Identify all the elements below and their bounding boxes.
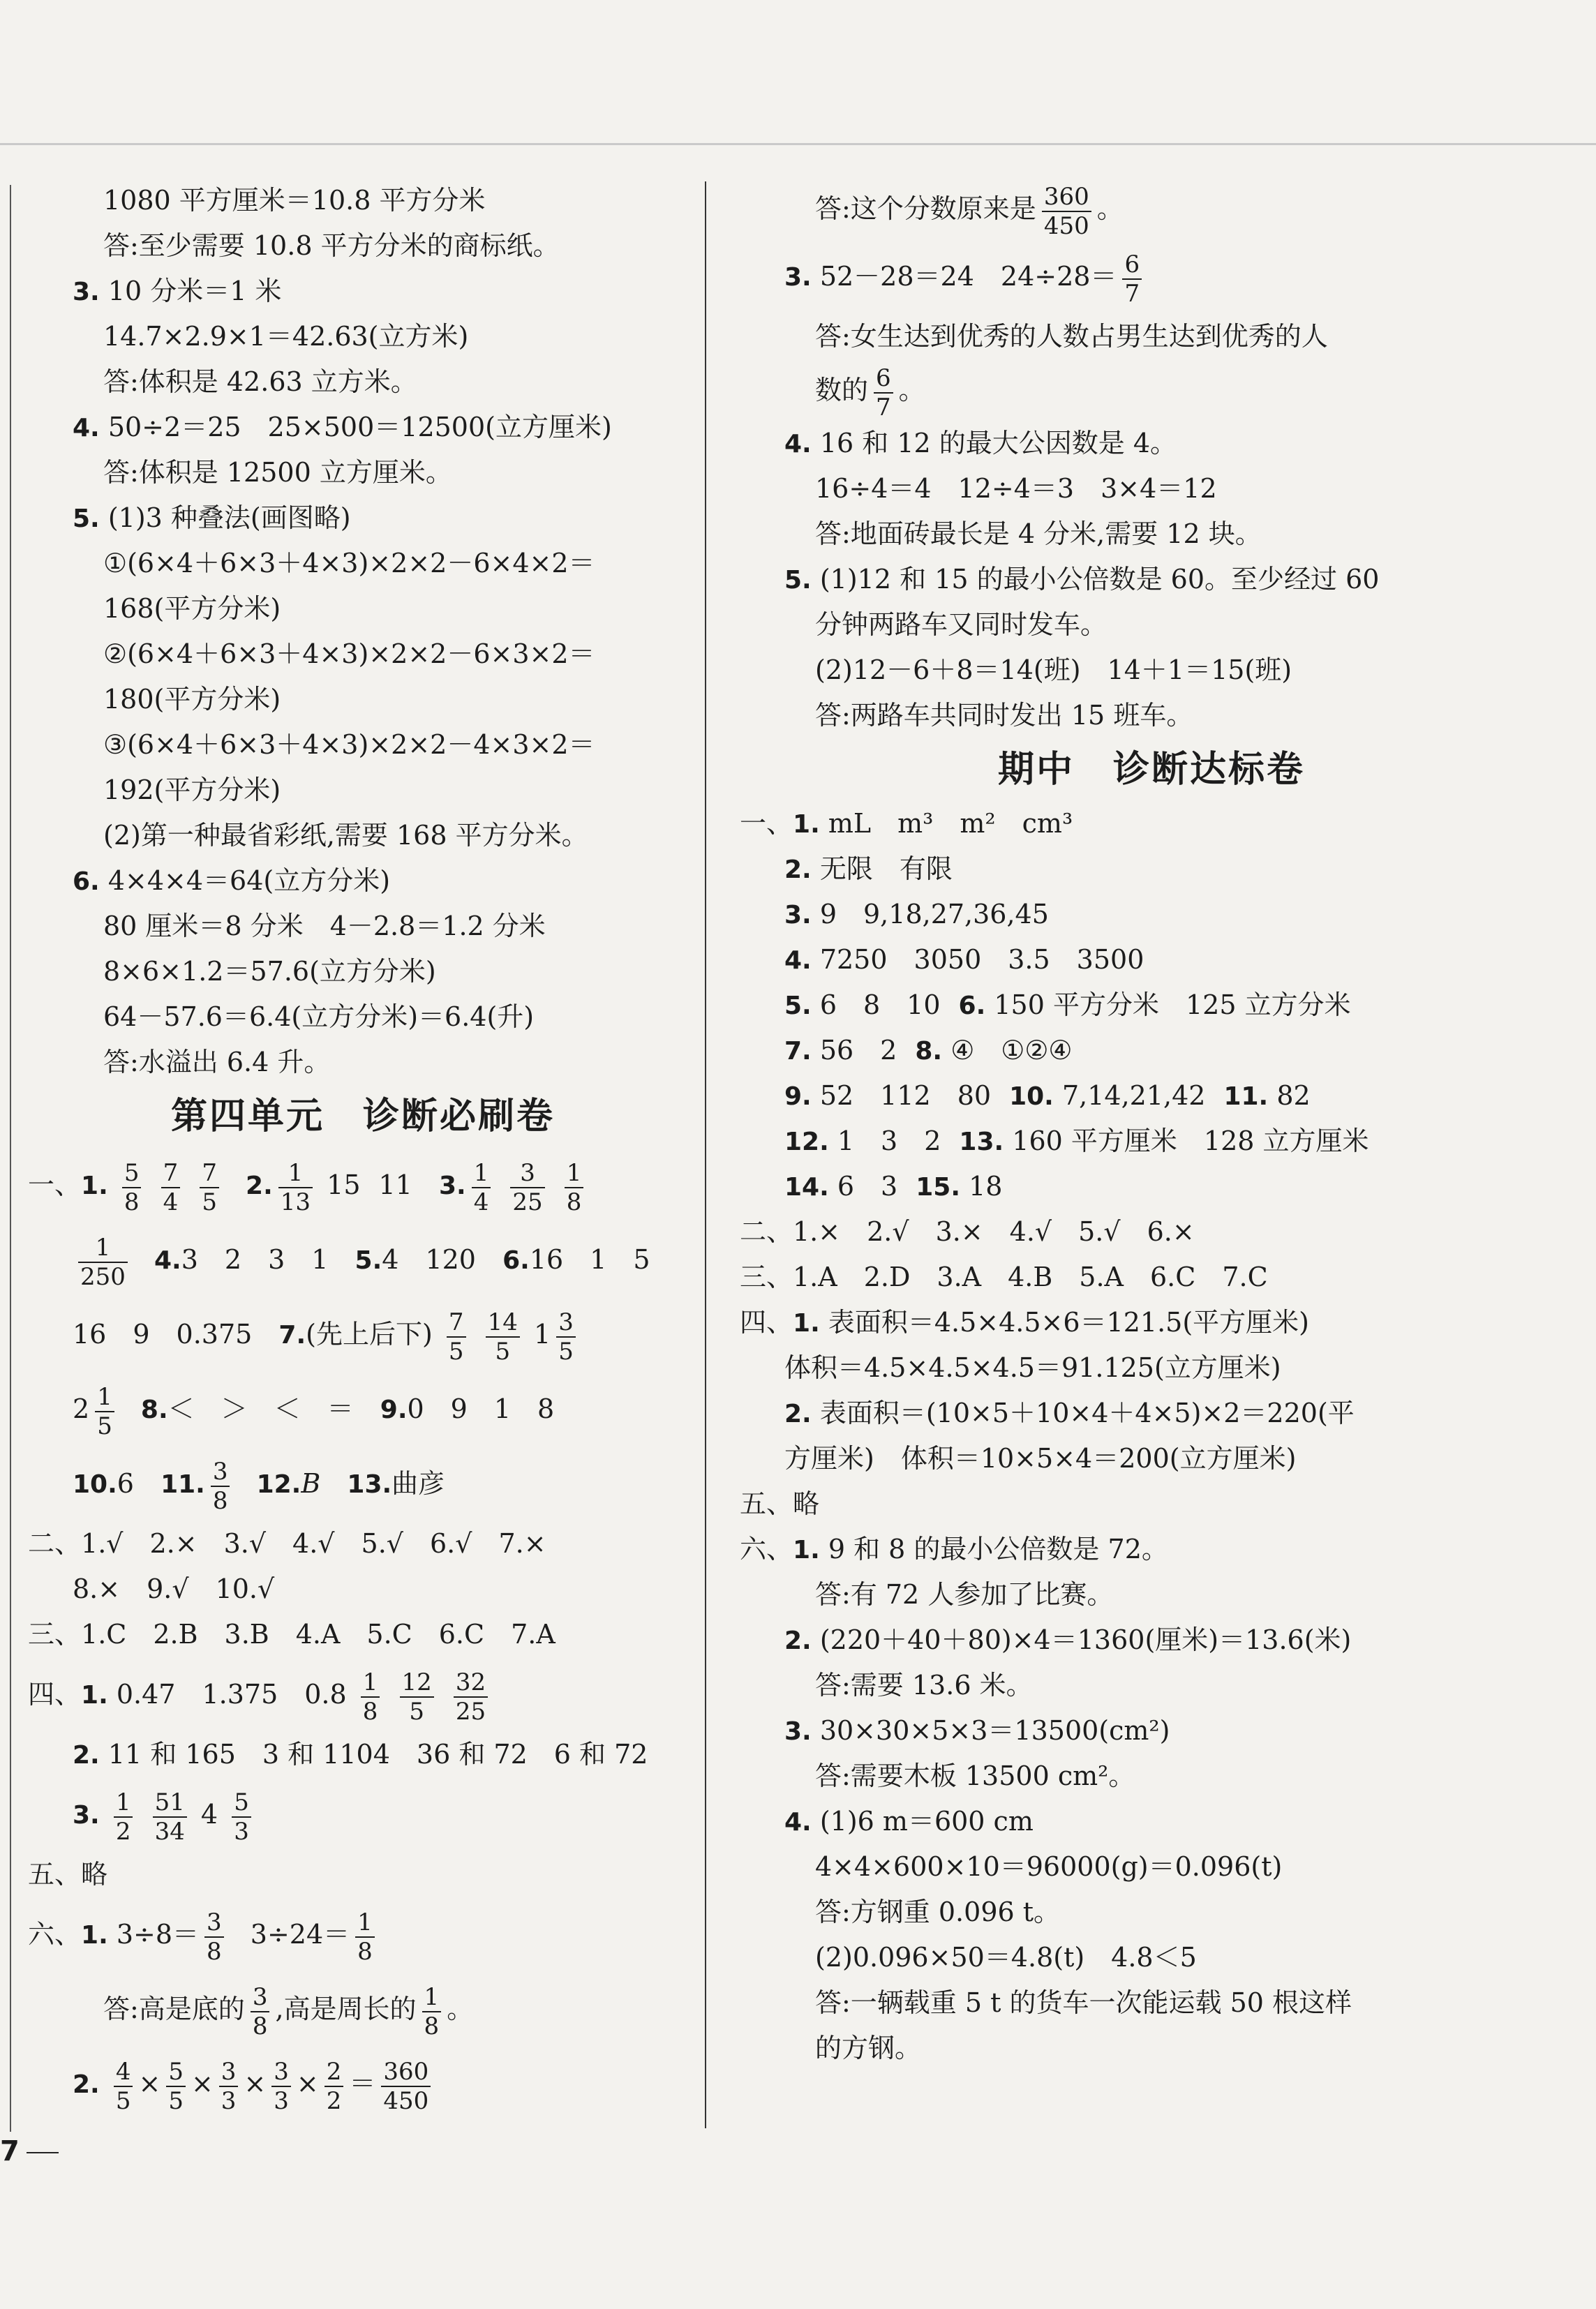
answer-line: (2)0.096×50＝4.8(t) 4.8＜5 — [815, 1942, 1197, 1973]
answer-line — [740, 1391, 1563, 1436]
answer-line: 五、略 — [740, 1488, 820, 1519]
answer-line: 答:体积是 42.63 立方米。 — [103, 366, 417, 397]
answer-line: 答:需要木板 13500 cm²。 — [815, 1761, 1135, 1791]
item-number: 3. — [784, 901, 812, 929]
fraction: $\frac{3}{8}$ — [204, 1911, 224, 1964]
fraction: $\frac{3}{3}$ — [219, 2060, 239, 2113]
answer-line — [740, 178, 1563, 239]
answer-line: 80 厘米＝8 分米 4－2.8＝1.2 分米 — [103, 911, 546, 941]
part-label: 一、 — [740, 808, 793, 839]
item-number: 14. — [784, 1173, 829, 1202]
answer-line: 14.7×2.9×1＝42.63(立方米) — [103, 321, 469, 352]
fraction: $\frac{7}{5}$ — [200, 1161, 219, 1214]
item-number: 6. — [958, 992, 986, 1020]
item-number: 4. — [784, 1808, 812, 1837]
fraction: $\frac{32}{25}$ — [454, 1671, 488, 1724]
item-number: 10. — [73, 1470, 117, 1499]
answer-line: ①(6×4＋6×3＋4×3)×2×2－6×4×2＝ — [103, 548, 595, 578]
answer-text: (220＋40＋80)×4＝1360(厘米)＝13.6(米) — [819, 1624, 1352, 1655]
answer-text: 82 — [1276, 1080, 1311, 1111]
answer-line: 答:女生达到优秀的人数占男生达到优秀的人 — [815, 321, 1328, 352]
answer-line — [740, 1164, 1563, 1209]
answer-text: 6 — [117, 1468, 134, 1499]
answer-line: (2)第一种最省彩纸,需要 168 平方分米。 — [103, 820, 588, 851]
fraction: $\frac{3}{8}$ — [251, 1985, 270, 2038]
answer-line — [28, 1972, 698, 2047]
answer-text: 曲彦 — [391, 1468, 445, 1499]
answer-line — [28, 1777, 698, 1852]
answer-line: 2. $\frac{4}{5}$ × $\frac{5}{5}$ × $\frac{3}{3}$ × $\frac{3}{3}$ × $\frac{2}{2}$ ＝ $\frac{360}{450}$ — [28, 2047, 698, 2121]
item-number: 11. — [161, 1470, 205, 1499]
answer-line — [740, 982, 1563, 1028]
item-number: 7. — [784, 1037, 812, 1066]
fraction: $\frac{3}{5}$ — [556, 1310, 576, 1363]
answer-text: 4×4×4＝64(立方分米) — [107, 865, 391, 896]
whole-part: 2 — [73, 1393, 90, 1424]
item-number: 11. — [1223, 1082, 1269, 1111]
fraction: $\frac{12}{5}$ — [400, 1671, 434, 1724]
fraction: $\frac{3}{3}$ — [271, 2060, 291, 2113]
answer-line — [28, 1372, 698, 1447]
part-label: 四、 — [28, 1679, 82, 1710]
part-label: 六、 — [28, 1919, 82, 1950]
item-number: 15. — [916, 1173, 961, 1202]
item-number: 1. — [81, 1681, 108, 1710]
answer-line: 答:有 72 人参加了比赛。 — [815, 1579, 1114, 1610]
answer-line — [740, 1617, 1563, 1663]
answer-text: 9 和 8 的最小公倍数是 72。 — [828, 1534, 1168, 1564]
answer-line — [740, 846, 1563, 892]
answer-text: 。 — [1096, 193, 1124, 224]
fraction: $\frac{1}{250}$ — [78, 1236, 128, 1289]
answer-line — [28, 1732, 698, 1777]
answer-line: 1080 平方厘米＝10.8 平方分米 — [103, 185, 486, 216]
answer-text: 52－28＝24 24÷28＝ — [819, 261, 1117, 292]
item-number: 4. — [73, 414, 100, 442]
item-number: 3. — [784, 263, 812, 292]
answer-text: 7250 3050 3.5 3500 — [819, 944, 1144, 975]
answer-line: 180(平方分米) — [103, 684, 281, 715]
section-title-midterm: 期中 诊断达标卷 — [997, 749, 1305, 791]
answer-text: 160 平方厘米 128 立方厘米 — [1012, 1126, 1369, 1156]
answer-line — [28, 858, 698, 904]
item-number: 1. — [81, 1172, 108, 1200]
part-label: 三、 — [28, 1619, 82, 1650]
answer-line — [28, 1657, 698, 1732]
answer-line — [28, 1612, 698, 1657]
answer-text: 11 和 165 3 和 1104 36 和 72 6 和 72 — [107, 1739, 648, 1770]
answer-text: 30×30×5×3＝13500(cm²) — [819, 1715, 1170, 1746]
answer-line: 体积＝4.5×4.5×4.5＝91.125(立方厘米) — [784, 1352, 1281, 1383]
answer-line: 答:至少需要 10.8 平方分米的商标纸。 — [103, 230, 560, 261]
answer-text: 1.C 2.B 3.B 4.A 5.C 6.C 7.A — [81, 1619, 555, 1650]
fraction: $\frac{3}{25}$ — [510, 1161, 544, 1214]
answer-line — [28, 1897, 698, 1972]
answer-line — [740, 239, 1563, 314]
answer-text: 15 — [327, 1170, 361, 1200]
fraction: $\frac{1}{8}$ — [565, 1161, 584, 1214]
answer-text: 11 — [378, 1170, 412, 1200]
answer-text: 3 2 3 1 — [181, 1244, 329, 1275]
answer-line — [28, 1521, 698, 1567]
answer-line — [28, 1223, 698, 1297]
answer-line — [740, 1119, 1563, 1164]
answer-text: 1.√ 2.× 3.√ 4.√ 5.√ 6.√ 7.× — [81, 1528, 546, 1559]
fraction: $\frac{2}{2}$ — [325, 2060, 344, 2113]
fraction: $\frac{1}{8}$ — [355, 1911, 375, 1964]
answer-text: mL m³ m² cm³ — [828, 808, 1073, 839]
answer-text: 16 1 5 — [529, 1244, 650, 1275]
answer-line: ②(6×4＋6×3＋4×3)×2×2－6×3×2＝ — [103, 638, 595, 669]
answer-text: ,高是周长的 — [275, 1994, 417, 2024]
item-number: 3. — [73, 1801, 100, 1830]
item-number: 8. — [915, 1037, 943, 1066]
part-label: 二、 — [28, 1528, 82, 1559]
answer-line: 8×6×1.2＝57.6(立方分米) — [103, 956, 436, 987]
answer-line — [28, 269, 698, 314]
answer-text: 9 9,18,27,36,45 — [819, 899, 1049, 929]
answer-text: 答:高是底的 — [103, 1994, 245, 2024]
answer-text: 表面积＝(10×5＋10×4＋4×5)×2＝220(平 — [819, 1398, 1355, 1428]
fraction: $\frac{51}{34}$ — [153, 1791, 187, 1844]
answer-text: 50÷2＝25 25×500＝12500(立方厘米) — [107, 412, 612, 442]
fraction: $\frac{1}{8}$ — [361, 1671, 380, 1724]
answer-text: 10 分米＝1 米 — [107, 276, 282, 306]
answer-text: 16 和 12 的最大公因数是 4。 — [819, 428, 1177, 458]
answer-text: 18 — [969, 1171, 1003, 1202]
part-label: 四、 — [740, 1307, 793, 1338]
answer-line — [740, 937, 1563, 982]
answer-text: ④ ①②④ — [950, 1035, 1073, 1066]
answer-line — [28, 495, 698, 541]
fraction: $\frac{4}{5}$ — [114, 2060, 133, 2113]
answer-line — [740, 359, 1563, 421]
answer-text: 150 平方分米 125 立方分米 — [994, 989, 1351, 1020]
answer-text: 7,14,21,42 — [1061, 1080, 1206, 1111]
fraction: $\frac{360}{450}$ — [1042, 185, 1091, 238]
fraction: $\frac{7}{4}$ — [161, 1161, 181, 1214]
answer-line — [740, 1708, 1563, 1754]
item-number: 3. — [784, 1717, 812, 1746]
answer-text: 。 — [898, 375, 925, 405]
item-number: 7. — [278, 1321, 306, 1350]
answer-line — [740, 1300, 1563, 1345]
answer-line — [740, 1028, 1563, 1073]
answer-text: (先上后下) — [306, 1319, 433, 1350]
fraction: $\frac{1}{13}$ — [278, 1161, 313, 1214]
answer-line — [28, 405, 698, 450]
answer-text: 。 — [447, 1994, 474, 2024]
fraction: $\frac{3}{8}$ — [211, 1460, 230, 1513]
answer-line: 192(平方分米) — [103, 775, 281, 805]
answer-line: 64－57.6＝6.4(立方分米)＝6.4(升) — [103, 1001, 535, 1032]
item-number: 2. — [784, 1400, 812, 1428]
answer-line: 8.× 9.√ 10.√ — [73, 1574, 275, 1604]
answer-line — [740, 1073, 1563, 1119]
answer-line: (2)12－6＋8＝14(班) 14＋1＝15(班) — [815, 655, 1292, 685]
answer-text: 6 3 — [837, 1171, 898, 1202]
fraction: $\frac{14}{5}$ — [486, 1310, 520, 1363]
answer-text: 表面积＝4.5×4.5×6＝121.5(平方厘米) — [828, 1307, 1310, 1338]
fraction: $\frac{7}{5}$ — [447, 1310, 466, 1363]
item-number: 9. — [784, 1082, 812, 1111]
item-number: 5. — [784, 566, 812, 595]
item-number: 5. — [73, 505, 100, 533]
item-number: 4. — [154, 1246, 181, 1275]
answer-line — [28, 1297, 698, 1372]
item-number: 1. — [81, 1921, 108, 1950]
answer-text: B — [301, 1468, 321, 1499]
item-number: 1. — [793, 1309, 820, 1338]
item-number: 3. — [438, 1172, 466, 1200]
answer-line — [28, 1148, 698, 1223]
fraction: $\frac{1}{8}$ — [422, 1985, 442, 2038]
answer-text: 1 3 2 — [837, 1126, 941, 1156]
answer-line: ③(6×4＋6×3＋4×3)×2×2－4×3×2＝ — [103, 729, 595, 760]
answer-line: 答:一辆载重 5 t 的货车一次能运载 50 根这样 — [815, 1987, 1352, 2018]
fraction: $\frac{5}{8}$ — [122, 1161, 142, 1214]
item-number: 9. — [380, 1396, 408, 1424]
answer-line: 答:需要 13.6 米。 — [815, 1670, 1033, 1701]
answer-line: 答:体积是 12500 立方厘米。 — [103, 457, 452, 488]
part-label: 一、 — [28, 1170, 82, 1200]
answer-text: 52 112 80 — [819, 1080, 992, 1111]
answer-line: 五、略 — [28, 1859, 108, 1890]
item-number: 12. — [256, 1470, 301, 1499]
item-number: 2. — [73, 1741, 100, 1770]
answer-line: 方厘米) 体积＝10×5×4＝200(立方厘米) — [784, 1443, 1297, 1474]
answer-line: 三、1.A 2.D 3.A 4.B 5.A 6.C 7.C — [740, 1262, 1268, 1292]
item-number: 12. — [784, 1128, 829, 1156]
item-number: 1. — [793, 810, 820, 839]
header-rule — [0, 143, 1596, 145]
answer-line: 答:方钢重 0.096 t。 — [815, 1897, 1061, 1927]
item-number: 2. — [73, 2070, 100, 2099]
left-column — [28, 178, 698, 2121]
answer-line: 16÷4＝4 12÷4＝3 3×4＝12 — [815, 473, 1217, 504]
item-number: 5. — [355, 1246, 382, 1275]
fraction: $\frac{1}{2}$ — [114, 1791, 133, 1844]
answer-line: 分钟两路车又同时发车。 — [815, 609, 1107, 640]
fraction: $\frac{5}{5}$ — [166, 2060, 186, 2113]
answer-text: 56 2 — [819, 1035, 897, 1066]
item-number: 1. — [793, 1536, 820, 1564]
answer-line: 的方钢。 — [815, 2033, 922, 2063]
fraction: $\frac{5}{3}$ — [232, 1791, 251, 1844]
answer-line: 答:两路车共同时发出 15 班车。 — [815, 700, 1193, 731]
answer-text: 0.47 1.375 0.8 — [116, 1679, 347, 1710]
item-number: 4. — [784, 946, 812, 975]
answer-text: 答:这个分数原来是 — [815, 193, 1036, 224]
item-number: 6. — [73, 867, 100, 896]
left-margin-line — [10, 185, 11, 2132]
answer-text: 4 120 — [382, 1244, 476, 1275]
answer-line — [28, 1447, 698, 1521]
answer-text: 0 9 1 8 — [407, 1393, 555, 1424]
item-number: 2. — [784, 1627, 812, 1655]
answer-line: 168(平方分米) — [103, 593, 281, 624]
answer-line: 答:水溢出 6.4 升。 — [103, 1047, 331, 1077]
page-number: 7 — [0, 2135, 59, 2167]
answer-text: 数的 — [815, 375, 869, 405]
item-number: 13. — [959, 1128, 1004, 1156]
answer-line — [740, 801, 1563, 846]
item-number: 2. — [246, 1172, 273, 1200]
fraction: $\frac{1}{4}$ — [472, 1161, 491, 1214]
fraction: $\frac{6}{7}$ — [874, 366, 893, 419]
answer-text: 3÷8＝ — [116, 1919, 200, 1950]
item-number: 2. — [784, 855, 812, 884]
answer-line: 答:地面砖最长是 4 分米,需要 12 块。 — [815, 518, 1262, 549]
answer-line — [740, 1527, 1563, 1572]
fraction: $\frac{360}{450}$ — [381, 2060, 431, 2113]
item-number: 3. — [73, 278, 100, 306]
fraction: $\frac{1}{5}$ — [95, 1385, 114, 1438]
answer-line — [740, 1799, 1563, 1844]
part-label: 六、 — [740, 1534, 793, 1564]
answer-line — [740, 557, 1563, 602]
answer-text: 16 9 0.375 — [73, 1319, 253, 1350]
answer-line — [740, 421, 1563, 466]
item-number: 5. — [784, 992, 812, 1020]
item-number: 10. — [1009, 1082, 1054, 1111]
answer-line — [740, 892, 1563, 937]
right-column — [740, 178, 1563, 2071]
answer-line: 二、1.× 2.√ 3.× 4.√ 5.√ 6.× — [740, 1216, 1195, 1247]
item-number: 6. — [502, 1246, 530, 1275]
answer-text: (1)3 种叠法(画图略) — [107, 502, 351, 533]
section-title-unit4: 第四单元 诊断必刷卷 — [170, 1096, 555, 1137]
answer-line: 4×4×600×10＝96000(g)＝0.096(t) — [815, 1851, 1283, 1882]
item-number: 13. — [347, 1470, 392, 1499]
column-divider — [705, 181, 706, 2128]
answer-text: 3÷24＝ — [250, 1919, 350, 1950]
item-number: 4. — [784, 430, 812, 458]
item-number: 8. — [140, 1396, 168, 1424]
answer-text: 无限 有限 — [819, 853, 953, 884]
answer-text: ＜ ＞ ＜ ＝ — [167, 1393, 354, 1424]
answer-text: (1)12 和 15 的最小公倍数是 60。至少经过 60 — [819, 564, 1380, 595]
whole-part: 1 — [534, 1319, 551, 1350]
answer-text: 4 — [200, 1799, 218, 1830]
answer-text: (1)6 m＝600 cm — [819, 1806, 1034, 1837]
fraction: $\frac{6}{7}$ — [1122, 253, 1142, 306]
answer-text: 6 8 10 — [819, 989, 941, 1020]
